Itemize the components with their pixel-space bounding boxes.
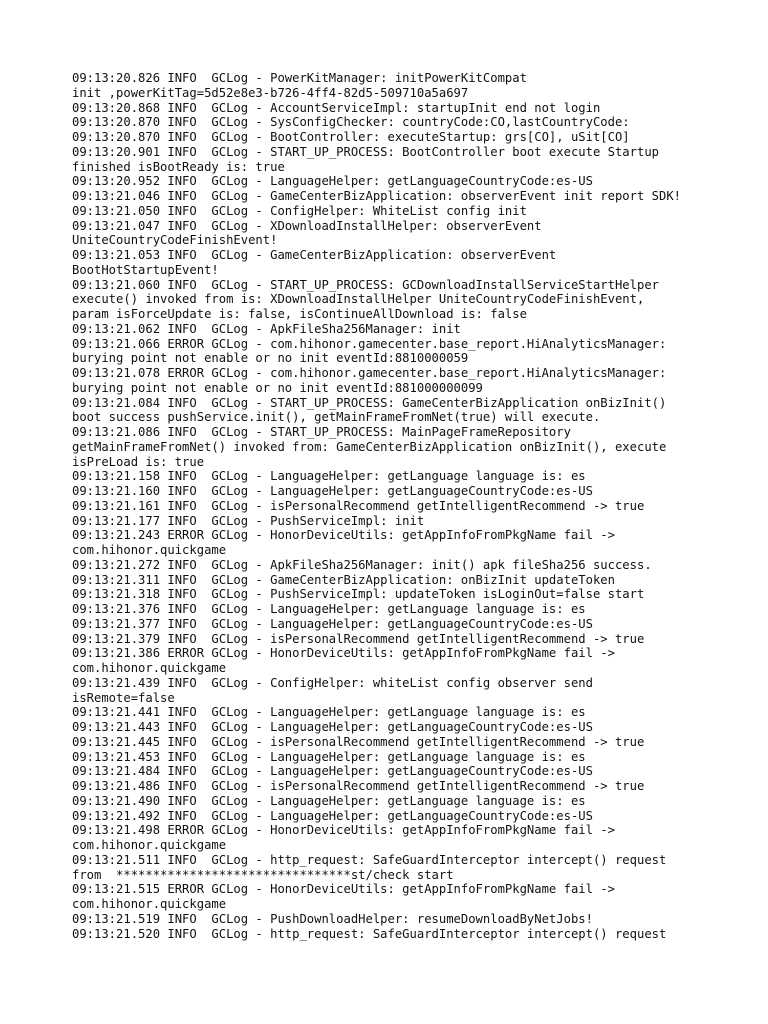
log-line: 09:13:21.439 INFO GCLog - ConfigHelper: whiteList config observer send bbox=[72, 675, 593, 690]
log-line: 09:13:21.158 INFO GCLog - LanguageHelper: getLanguage language is: es bbox=[72, 469, 586, 484]
log-line: burying point not enable or no init eventId:881000000099 bbox=[72, 380, 483, 395]
log-line: com.hihonor.quickgame bbox=[72, 838, 227, 852]
log-line: 09:13:21.498 ERROR GCLog - HonorDeviceUtils: getAppInfoFromPkgName fail -> bbox=[72, 823, 615, 838]
log-line: 09:13:20.826 INFO GCLog - PowerKitManager: initPowerKitCompat bbox=[72, 71, 527, 85]
log-line: init ,powerKitTag=5d52e8e3-b726-4ff4-82d5-509710a5a697 bbox=[72, 85, 469, 100]
log-line: boot success pushService.init(), getMainFrameFromNet(true) will execute. bbox=[72, 410, 601, 425]
log-line: param isForceUpdate is: false, isContinueAllDownload is: false bbox=[72, 307, 527, 321]
log-line: 09:13:20.952 INFO GCLog - LanguageHelper: getLanguageCountryCode:es-US bbox=[72, 174, 593, 189]
log-line: 09:13:21.492 INFO GCLog - LanguageHelper: getLanguageCountryCode:es-US bbox=[72, 808, 593, 823]
log-line: 09:13:21.519 INFO GCLog - PushDownloadHelper: resumeDownloadByNetJobs! bbox=[72, 911, 593, 926]
log-line: 09:13:21.511 INFO GCLog - http_request: SafeGuardInterceptor intercept() request bbox=[72, 852, 667, 867]
log-line: isRemote=false bbox=[72, 690, 175, 705]
log-line: 09:13:21.520 INFO GCLog - http_request: SafeGuardInterceptor intercept() request bbox=[72, 926, 667, 941]
log-line: 09:13:21.377 INFO GCLog - LanguageHelper: getLanguageCountryCode:es-US bbox=[72, 616, 593, 631]
log-line: 09:13:21.318 INFO GCLog - PushServiceImpl: updateToken isLoginOut=false start bbox=[72, 587, 645, 602]
log-line: 09:13:21.443 INFO GCLog - LanguageHelper: getLanguageCountryCode:es-US bbox=[72, 720, 593, 734]
log-line: 09:13:21.311 INFO GCLog - GameCenterBizApplication: onBizInit updateToken bbox=[72, 572, 615, 587]
log-line: 09:13:21.047 INFO GCLog - XDownloadInstallHelper: observerEvent bbox=[72, 218, 542, 233]
log-line: 09:13:21.161 INFO GCLog - isPersonalRecommend getIntelligentRecommend -> true bbox=[72, 498, 645, 513]
log-line: 09:13:21.177 INFO GCLog - PushServiceImpl: init bbox=[72, 513, 425, 528]
log-line: 09:13:21.441 INFO GCLog - LanguageHelper: getLanguage language is: es bbox=[72, 705, 586, 720]
log-line: burying point not enable or no init eventId:8810000059 bbox=[72, 351, 469, 366]
log-line: 09:13:21.490 INFO GCLog - LanguageHelper: getLanguage language is: es bbox=[72, 793, 586, 808]
log-line: BootHotStartupEvent! bbox=[72, 262, 219, 277]
log-line: 09:13:21.053 INFO GCLog - GameCenterBizApplication: observerEvent bbox=[72, 248, 557, 262]
log-line: com.hihonor.quickgame bbox=[72, 661, 227, 675]
log-line: 09:13:21.086 INFO GCLog - START_UP_PROCESS: MainPageFrameRepository bbox=[72, 425, 571, 439]
log-line: 09:13:21.084 INFO GCLog - START_UP_PROCESS: GameCenterBizApplication onBizInit() bbox=[72, 395, 667, 410]
log-line: from ********************************st/check start bbox=[72, 867, 454, 882]
log-line: 09:13:21.453 INFO GCLog - LanguageHelper: getLanguage language is: es bbox=[72, 749, 586, 764]
log-line: execute() invoked from is: XDownloadInstallHelper UniteCountryCodeFinishEvent, bbox=[72, 292, 645, 307]
log-line: com.hihonor.quickgame bbox=[72, 543, 227, 557]
log-line: 09:13:21.376 INFO GCLog - LanguageHelper: getLanguage language is: es bbox=[72, 602, 586, 616]
log-line: 09:13:21.243 ERROR GCLog - HonorDeviceUtils: getAppInfoFromPkgName fail -> bbox=[72, 528, 615, 543]
log-line: 09:13:21.046 INFO GCLog - GameCenterBizApplication: observerEvent init report SDK! bbox=[72, 189, 682, 203]
log-line: 09:13:21.515 ERROR GCLog - HonorDeviceUtils: getAppInfoFromPkgName fail -> bbox=[72, 882, 615, 897]
log-document bbox=[72, 71, 752, 941]
log-line: 09:13:20.901 INFO GCLog - START_UP_PROCESS: BootController boot execute Startup bbox=[72, 144, 659, 159]
log-line: 09:13:21.066 ERROR GCLog - com.hihonor.gamecenter.base_report.HiAnalyticsManager: bbox=[72, 336, 667, 351]
log-line: 09:13:20.868 INFO GCLog - AccountServiceImpl: startupInit end not login bbox=[72, 100, 601, 115]
log-line: 09:13:20.870 INFO GCLog - SysConfigChecker: countryCode:CO,lastCountryCode: bbox=[72, 115, 630, 130]
log-line: finished isBootReady is: true bbox=[72, 159, 285, 174]
log-line: 09:13:21.484 INFO GCLog - LanguageHelper: getLanguageCountryCode:es-US bbox=[72, 764, 593, 779]
log-line: com.hihonor.quickgame bbox=[72, 897, 227, 911]
log-line: 09:13:21.078 ERROR GCLog - com.hihonor.gamecenter.base_report.HiAnalyticsManager: bbox=[72, 366, 667, 380]
log-line: UniteCountryCodeFinishEvent! bbox=[72, 233, 278, 248]
log-line: 09:13:21.060 INFO GCLog - START_UP_PROCESS: GCDownloadInstallServiceStartHelper bbox=[72, 277, 659, 292]
log-line: 09:13:20.870 INFO GCLog - BootController: executeStartup: grs[CO], uSit[CO] bbox=[72, 130, 630, 144]
log-line: getMainFrameFromNet() invoked from: GameCenterBizApplication onBizInit(), execute bbox=[72, 439, 667, 454]
log-line: 09:13:21.160 INFO GCLog - LanguageHelper: getLanguageCountryCode:es-US bbox=[72, 484, 593, 498]
log-line: 09:13:21.379 INFO GCLog - isPersonalRecommend getIntelligentRecommend -> true bbox=[72, 631, 645, 646]
log-line: 09:13:21.050 INFO GCLog - ConfigHelper: WhiteList config init bbox=[72, 203, 527, 218]
log-line: 09:13:21.386 ERROR GCLog - HonorDeviceUtils: getAppInfoFromPkgName fail -> bbox=[72, 646, 615, 661]
log-line: 09:13:21.486 INFO GCLog - isPersonalRecommend getIntelligentRecommend -> true bbox=[72, 779, 645, 793]
log-line: isPreLoad is: true bbox=[72, 454, 205, 469]
log-line: 09:13:21.272 INFO GCLog - ApkFileSha256Manager: init() apk fileSha256 success. bbox=[72, 557, 652, 572]
log-line: 09:13:21.445 INFO GCLog - isPersonalRecommend getIntelligentRecommend -> true bbox=[72, 734, 645, 749]
log-line: 09:13:21.062 INFO GCLog - ApkFileSha256Manager: init bbox=[72, 321, 461, 336]
